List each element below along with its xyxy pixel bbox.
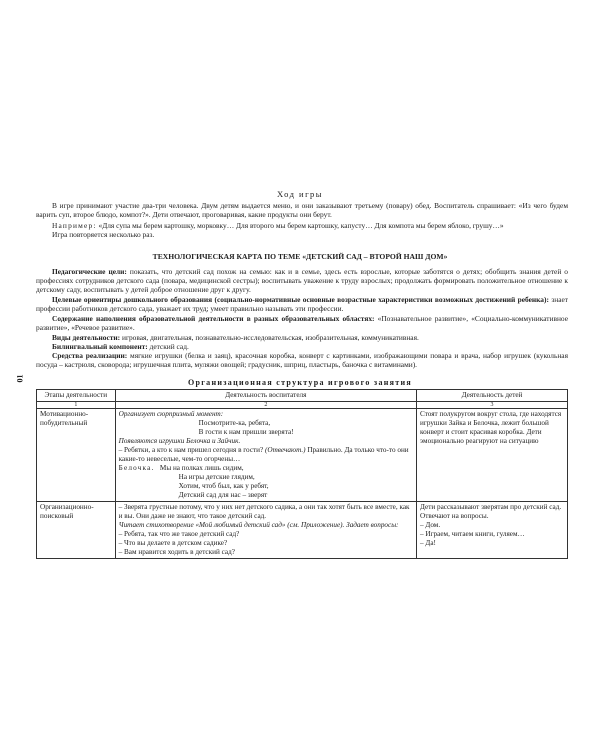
teacher-line: Появляются игрушки Белочка и Зайчик.: [118, 437, 241, 445]
types-label: Виды деятельности:: [52, 333, 121, 342]
teacher-line: Организует сюрпризный момент:: [118, 410, 224, 418]
means-text: мягкие игрушки (белка и заяц), красочная коробка, конверт с картинками, изображающими повара и врача, набор игрушек (кукольная посуда – кастрюля, сковорода; игрушечная плита, муляжи овощей; градусник, шприц, пластырь, баночка с витаминами).: [36, 351, 568, 369]
example-text: «Для супа мы берем картошку, морковку… Для второго мы берем картошку, капусту… Для компота мы берем яблоко, грушу…»: [98, 221, 504, 230]
column-number: 1: [37, 402, 116, 409]
header-teacher-activity: Деятельность воспитателя: [115, 390, 416, 402]
means-label: Средства реализации:: [52, 351, 128, 360]
children-activity-cell: Стоят полукругом вокруг стола, где находятся игрушки Зайка и Белочка, лежит большой конверт и стоит красивая коробка. Дети эмоционально реагируют на ситуацию: [417, 409, 568, 502]
bilingual-text: детский сад.: [149, 342, 189, 351]
teacher-line: Читает стихотворение «Мой любимый детский сад» (см. Приложение). Задает вопросы:: [118, 521, 399, 529]
teacher-activity-cell: [115, 409, 416, 502]
header-children-activity: Деятельность детей: [417, 390, 568, 402]
org-structure-title: Организационная структура игрового занятия: [187, 378, 413, 387]
table-header-row: [37, 390, 568, 402]
game-repeat-note: Игра повторяется несколько раз.: [52, 230, 155, 239]
speaker-name: Белочка.: [118, 464, 155, 472]
teacher-line: [119, 446, 413, 464]
table-row: [37, 502, 568, 559]
targets-text: знает профессии работников детского сада, уважает их труд; умеет правильно называть эти профессии.: [36, 295, 568, 313]
game-example: [36, 221, 568, 230]
types-text: игровая, двигательная, познавательно-исследовательская, изобразительная, коммуникативная.: [121, 333, 419, 342]
teacher-activity-cell: [115, 502, 416, 559]
content-label: Содержание наполнения образовательной деятельности в разных образовательных областях:: [52, 314, 375, 323]
stage-motivational: Мотивационно-побудительный: [37, 409, 116, 502]
org-structure-table: [36, 389, 568, 559]
goals-label: Педагогические цели:: [52, 267, 127, 276]
question-line: – Вам нравится ходить в детский сад?: [118, 548, 235, 556]
verse-line: Посмотрите-ка, ребята,: [198, 419, 271, 427]
answer-line: – Дом.: [420, 521, 441, 529]
teacher-question: – Ребятки, а кто к нам пришел сегодня в гости?: [118, 446, 264, 454]
question-line: – Что вы делаете в детском садике?: [118, 539, 228, 547]
verse-line: Хотим, чтоб был, как у ребят,: [178, 482, 269, 490]
activity-types: [36, 333, 568, 342]
content-text: «Познавательное развитие», «Социально-коммуникативное развитие», «Речевое развитие».: [36, 314, 568, 332]
game-description: В игре принимают участие два-три человека. Двум детям выдается меню, и они заказывают третьему (повару) обед. Воспитатель спрашивает: «Из чего будем варить суп, второе блюдо, компот?». Дети отвечают, проговаривая, какие продукты они берут.: [36, 201, 568, 219]
target-guidelines: [36, 295, 568, 313]
verse-line: Детский сад для нас – зверят: [178, 491, 268, 499]
example-label: Например:: [52, 221, 97, 230]
children-line: Дети рассказывают зверятам про детский сад.: [420, 503, 562, 511]
answer-line: – Да!: [420, 539, 436, 547]
table-number-row: [37, 402, 568, 409]
table-row: [37, 409, 568, 502]
page-number: 01: [15, 374, 25, 383]
verse-line: [119, 464, 413, 473]
pedagogical-goals: [36, 267, 568, 294]
teacher-line: – Зверята грустные потому, что у них нет детского садика, а они так хотят быть все вместе, как и вы. Они даже не знают, что такое детский сад.: [118, 503, 410, 520]
bilingual-component: [36, 342, 568, 351]
header-stages: Этапы деятельности: [37, 390, 116, 402]
game-progress-title: Ход игры: [276, 189, 324, 199]
children-line: Отвечают на вопросы.: [420, 512, 489, 520]
verse-line: На игры детские глядим,: [178, 473, 255, 481]
verse-text: Мы на полках лишь сидим,: [159, 464, 244, 472]
teacher-comment: Правильно. Да только что-то они какие-то невеселые, чем-то огорчены…: [118, 446, 409, 463]
educational-content: [36, 314, 568, 332]
tech-map-title: ТЕХНОЛОГИЧЕСКАЯ КАРТА ПО ТЕМЕ «ДЕТСКИЙ САД – ВТОРОЙ НАШ ДОМ»: [152, 252, 448, 261]
question-line: – Ребята, так что же такое детский сад?: [118, 530, 240, 538]
children-activity-cell: [417, 502, 568, 559]
stage-organizational: Организационно-поисковый: [37, 502, 116, 559]
targets-label: Целевые ориентиры дошкольного образования (социально-нормативные основные возрастные характеристики возможных достижений ребенка):: [52, 295, 549, 304]
bilingual-label: Билингвальный компонент:: [52, 342, 148, 351]
column-number: 3: [417, 402, 568, 409]
column-number: 2: [115, 402, 416, 409]
teacher-remark: (Отвечают.): [264, 446, 306, 454]
implementation-means: [36, 351, 568, 369]
goals-text: показать, что детский сад похож на семью: как и в семье, здесь есть взрослые, которые заботятся о детях; обобщить знания детей о профессиях сотрудников детского сада (повара, медицинской сестры); воспитывать уважение к труду взрослых; продолжать формировать положительное отношение к детскому саду, воспитывать у детей доброе отношение друг к другу.: [36, 267, 568, 294]
verse-line: В гости к нам пришли зверята!: [198, 428, 294, 436]
answer-line: – Играем, читаем книги, гуляем…: [420, 530, 525, 538]
